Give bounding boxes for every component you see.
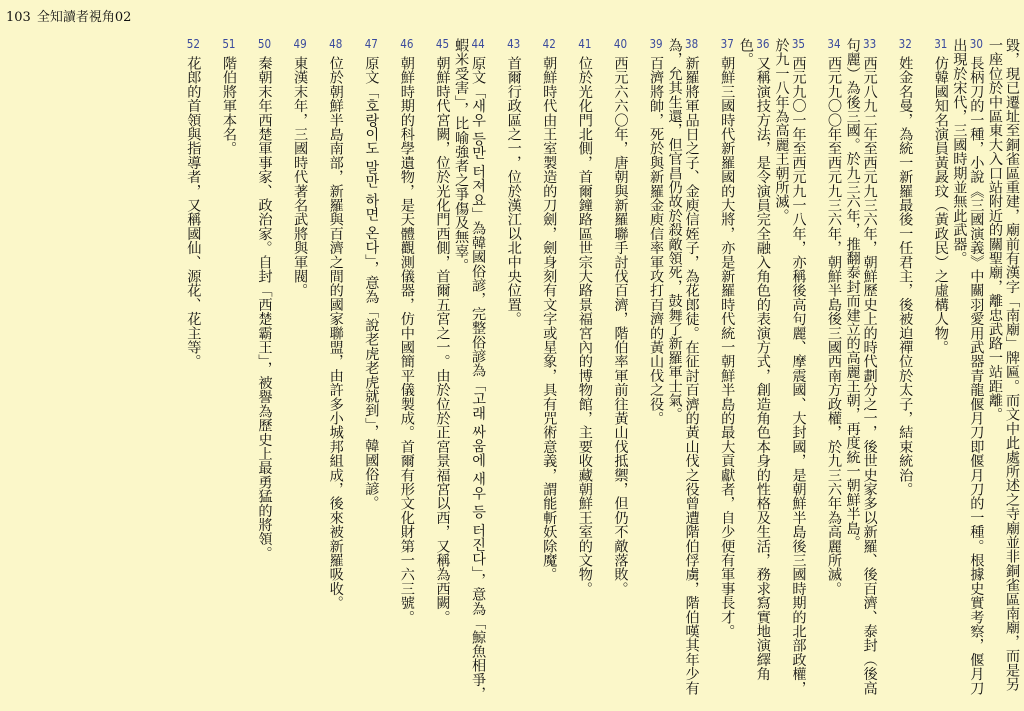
footnote-text: 位於光化門北側，首爾鐘路區世宗大路景福宮內的博物館，主要收藏朝鮮王室的文物。 bbox=[576, 56, 593, 596]
footnote-text: 百濟將帥，死於與新羅金庾信率軍攻打百濟的黃山伐之役。 bbox=[648, 56, 665, 426]
footnote-continuation bbox=[984, 38, 1020, 704]
footnote-number: 50 bbox=[257, 38, 272, 50]
footnote-columns bbox=[22, 38, 1020, 704]
footnote-number: 42 bbox=[542, 38, 556, 50]
footnote-35 bbox=[771, 38, 807, 704]
footnote-47 bbox=[344, 38, 380, 704]
footnote-34 bbox=[806, 38, 842, 704]
footnote-text: 花郎的首領與指導者，又稱國仙、源花、花主等。 bbox=[185, 56, 202, 369]
footnote-text: 西元八九二年至西元九三六年，朝鮮歷史上的時代劃分之一，後世史家多以新羅、後百濟、泰封（後高句麗）為後三國。於九三六年，推翻泰封而建立的高麗王朝，再度統一朝鮮半島。 bbox=[844, 38, 878, 695]
footnote-33 bbox=[842, 38, 878, 704]
footnote-number: 37 bbox=[720, 38, 734, 50]
footnote-41 bbox=[557, 38, 593, 704]
footnote-44 bbox=[451, 38, 487, 704]
footnote-number: 43 bbox=[507, 38, 521, 50]
footnote-text: 原文「새우 등만 터져요」為韓國俗諺，完整俗諺為「고래 싸움에 새우 등 터진다」，意為「鯨魚相爭，蝦米受害」，比喻強者之爭傷及無辜。 bbox=[453, 38, 487, 701]
footnote-number: 38 bbox=[685, 38, 699, 50]
footnote-text: 新羅將軍品日之子、金庾信姪子，為花郎徒。在征討百濟的黃山伐之役曾遭階伯俘虜，階伯嘆其年少有為，允其生還，但官昌仍故於殺敵領死，鼓舞了新羅軍士氣。 bbox=[666, 38, 700, 695]
footnote-text: 原文「호랑이도 말만 하면 온다」，意為「說老虎老虎就到」，韓國俗諺。 bbox=[363, 56, 380, 510]
footnote-number: 32 bbox=[898, 38, 912, 50]
footnote-number: 36 bbox=[756, 38, 770, 50]
book-title: 全知讀者視角02 bbox=[36, 10, 132, 25]
footnote-32 bbox=[878, 38, 914, 704]
footnote-text: 東漢末年，三國時代著名武將與軍閥。 bbox=[292, 56, 309, 298]
footnote-text: 又稱演技方法，是令演員完全融入角色的表演方式，創造角色本身的性格及生活，務求寫實地演繹角色。 bbox=[737, 38, 771, 681]
footnote-text: 姓金名曼，為統一新羅最後一任君主，後被迫禪位於太子，結束統治。 bbox=[897, 56, 914, 497]
footnote-number: 34 bbox=[827, 38, 841, 50]
footnote-number: 44 bbox=[471, 38, 485, 50]
footnote-number: 46 bbox=[400, 38, 414, 50]
footnote-49 bbox=[273, 38, 309, 704]
footnote-30 bbox=[949, 38, 985, 704]
footnote-number: 48 bbox=[329, 38, 343, 50]
footnote-number: 41 bbox=[578, 38, 592, 50]
footnote-number: 35 bbox=[791, 38, 806, 50]
page-header bbox=[6, 10, 137, 26]
footnote-text: 毀，現已遷址至銅雀區重建，廟前有漢字「南廟」牌匾。而文中此處所述之寺廟並非銅雀區南廟，而是另一座位於中區東大入口站附近的關聖廟，離忠武路一站距離。 bbox=[987, 38, 1020, 692]
footnote-number: 52 bbox=[186, 38, 200, 50]
footnote-number: 45 bbox=[435, 38, 450, 50]
footnote-48 bbox=[308, 38, 344, 704]
footnote-number: 30 bbox=[969, 38, 983, 50]
footnote-text: 階伯將軍本名。 bbox=[220, 56, 237, 156]
page-number: 103 bbox=[6, 10, 31, 25]
footnote-text: 西元九〇〇年至西元九三六年，朝鮮半島後三國西南方政權，於九三六年為高麗所滅。 bbox=[826, 56, 843, 596]
footnote-number: 31 bbox=[934, 38, 948, 50]
footnote-text: 西元九〇一年至西元九一八年，亦稱後高句麗、摩震國、大封國，是朝鮮半島後三國時期的北部政權，於九一八年為高麗王朝所滅。 bbox=[773, 38, 807, 695]
footnote-number: 47 bbox=[364, 38, 378, 50]
footnote-45 bbox=[415, 38, 451, 704]
footnote-36 bbox=[735, 38, 771, 704]
footnote-text: 仿韓國知名演員黃晸玟（黃政民）之虛構人物。 bbox=[932, 56, 949, 355]
footnote-text: 首爾行政區之一，位於漢江以北中央位置。 bbox=[505, 56, 522, 326]
footnote-text: 朝鮮時代由王室製造的刀劍，劍身刻有文字或星象，具有咒術意義，謂能斬妖除魔。 bbox=[541, 56, 558, 582]
footnote-52 bbox=[166, 38, 202, 704]
footnote-text: 西元六六〇年，唐朝與新羅聯手討伐百濟，階伯率軍前往黃山伐抵禦，但仍不敵落敗。 bbox=[612, 56, 629, 596]
footnote-42 bbox=[522, 38, 558, 704]
footnote-number: 39 bbox=[649, 38, 663, 50]
footnote-40 bbox=[593, 38, 629, 704]
footnote-number: 40 bbox=[613, 38, 628, 50]
footnote-31 bbox=[913, 38, 949, 704]
footnote-39 bbox=[628, 38, 664, 704]
footnote-text: 朝鮮三國時代新羅國的大將，亦是新羅時代統一朝鮮半島的最大貢獻者，自少便有軍事長才。 bbox=[719, 56, 736, 639]
footnote-number: 49 bbox=[293, 38, 307, 50]
footnote-43 bbox=[486, 38, 522, 704]
footnote-text: 長柄刀的一種，小說《三國演義》中關羽愛用武器青龍偃月刀即偃月刀的一種。根據史實考察，偃月刀出現於宋代，三國時期並無此武器。 bbox=[951, 38, 985, 695]
footnote-50 bbox=[237, 38, 273, 704]
footnote-38 bbox=[664, 38, 700, 704]
footnote-text: 秦朝末年西楚軍事家、政治家。自封「西楚霸王」，被譽為歷史上最勇猛的將領。 bbox=[256, 56, 273, 561]
footnote-number: 51 bbox=[222, 38, 236, 50]
footnote-46 bbox=[379, 38, 415, 704]
footnote-text: 朝鮮時代宮闕，位於光化門西側，首爾五宮之一。由於位於正宮景福宮以西，又稱為西闕。 bbox=[434, 56, 451, 624]
footnote-37 bbox=[700, 38, 736, 704]
footnote-text: 朝鮮時期的科學遺物，是天體觀測儀器，仿中國簡平儀製成。首爾有形文化財第一六三號。 bbox=[398, 56, 415, 624]
footnote-number: 33 bbox=[863, 38, 877, 50]
footnote-51 bbox=[201, 38, 237, 704]
footnote-text: 位於朝鮮半島南部，新羅與百濟之間的國家聯盟，由許多小城邦組成，後來被新羅吸收。 bbox=[327, 56, 344, 610]
